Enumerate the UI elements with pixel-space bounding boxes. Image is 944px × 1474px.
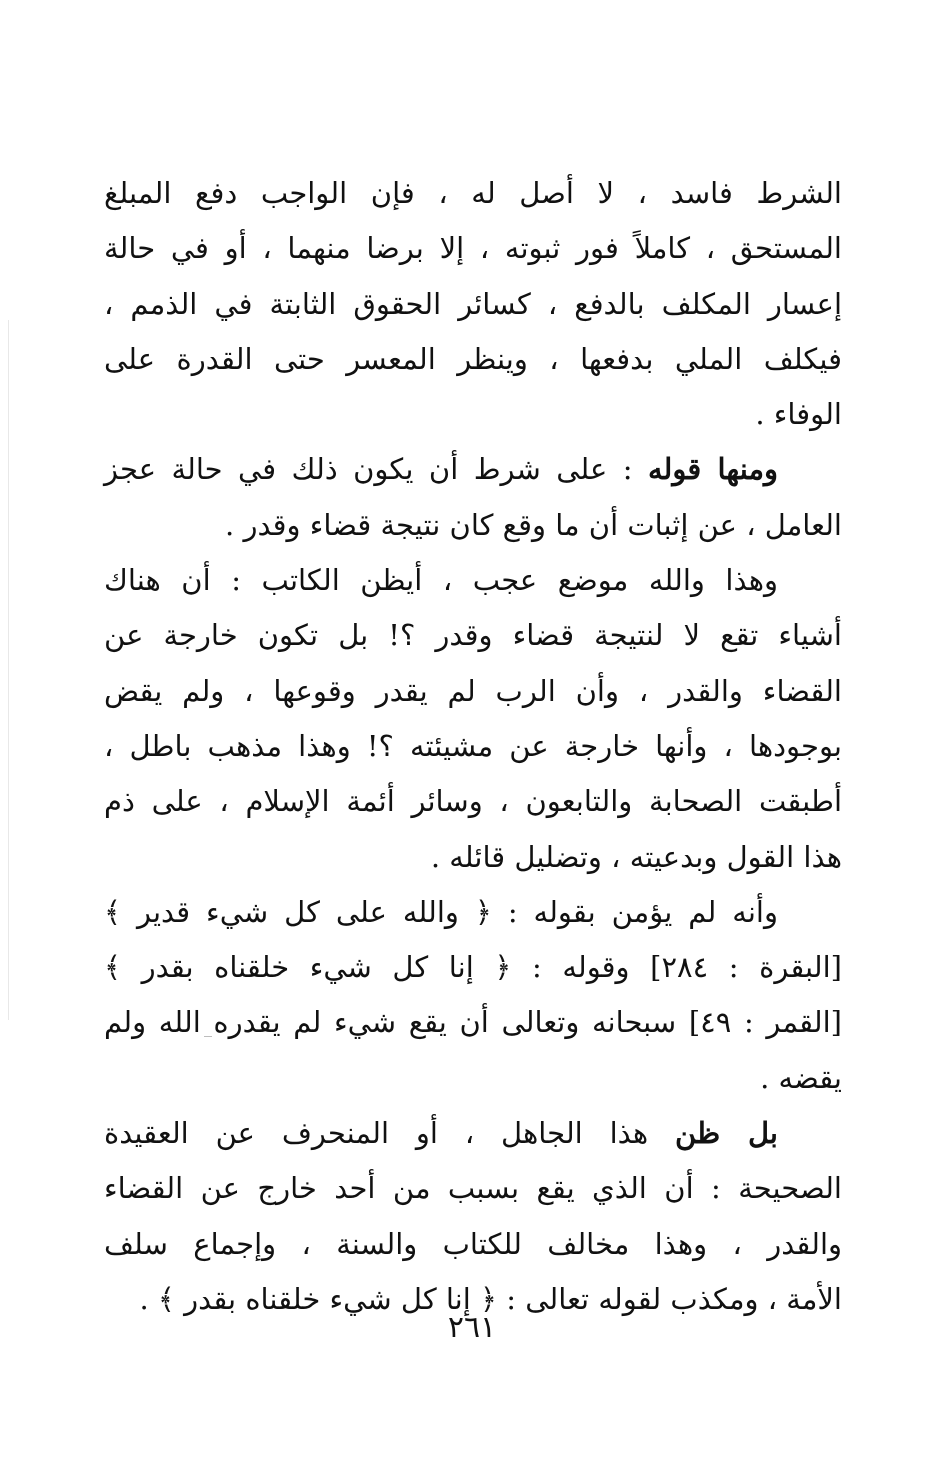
- text-segment: فيكلف الملي بدفعها ، وينظر المعسر حتى القدرة على: [104, 341, 842, 376]
- text-segment: أشياء تقع لا لنتيجة قضاء وقدر ؟! بل تكون خارجة عن: [104, 618, 842, 653]
- text-line: [104, 664, 842, 719]
- text-line: [104, 1161, 842, 1216]
- text-segment: والقدر ، وهذا مخالف للكتاب والسنة ، وإجماع سلف: [104, 1226, 842, 1261]
- text-line: [104, 940, 842, 995]
- text-line: [104, 1106, 842, 1161]
- text-segment: الأمة ، ومكذب لقوله تعالى : ﴿ إنا كل شيء خلقناه بقدر ﴾ .: [139, 1281, 842, 1316]
- text-line: [104, 608, 842, 663]
- text-line: [104, 277, 842, 332]
- text-segment: المستحق ، كاملاً فور ثبوته ، إلا برضا منهما ، أو في حالة: [104, 231, 842, 266]
- bold-lead-phrase: ومنها قوله: [647, 452, 778, 487]
- text-line: [104, 1217, 842, 1272]
- text-segment: إعسار المكلف بالدفع ، كسائر الحقوق الثابتة في الذمم ،: [104, 286, 842, 321]
- text-segment: الوفاء .: [755, 397, 842, 432]
- text-segment: بوجودها ، وأنها خارجة عن مشيئته ؟! وهذا مذهب باطل ،: [104, 728, 842, 763]
- body-text: [104, 166, 842, 1327]
- text-segment: الصحيحة : أن الذي يقع بسبب من أحد خارج عن القضاء: [104, 1171, 842, 1206]
- text-line: [104, 166, 842, 221]
- text-segment: وهذا والله موضع عجب ، أيظن الكاتب : أن هناك: [104, 563, 778, 598]
- text-segment: [البقرة : ٢٨٤] وقوله : ﴿ إنا كل شيء خلقناه بقدر ﴾: [104, 950, 842, 985]
- text-segment: القضاء والقدر ، وأن الرب لم يقدر وقوعها ، ولم يقض: [104, 673, 842, 708]
- text-line: [104, 553, 842, 608]
- text-segment: أطبقت الصحابة والتابعون ، وسائر أئمة الإسلام ، على ذم: [104, 784, 842, 819]
- text-line: [104, 719, 842, 774]
- text-segment: : على شرط أن يكون ذلك في حالة عجز: [104, 452, 648, 487]
- page-number: ٢٦١: [447, 1310, 497, 1345]
- text-segment: الشرط فاسد ، لا أصل له ، فإن الواجب دفع المبلغ: [104, 176, 842, 210]
- text-line: [104, 387, 842, 442]
- text-segment: وأنه لم يؤمن بقوله : ﴿ والله على كل شيء قدير ﴾: [104, 894, 778, 929]
- text-line: [104, 774, 842, 829]
- bold-lead-phrase: بل ظن: [675, 1116, 778, 1151]
- text-segment: العامل ، عن إثبات أن ما وقع كان نتيجة قضاء وقدر .: [225, 507, 842, 542]
- text-line: [104, 885, 842, 940]
- text-line: [104, 221, 842, 276]
- text-segment: هذا القول وبدعيته ، وتضليل قائله .: [430, 839, 842, 874]
- scan-margin-line: [8, 320, 9, 1020]
- text-segment: هذا الجاهل ، أو المنحرف عن العقيدة: [104, 1116, 676, 1151]
- text-line: [104, 995, 842, 1050]
- text-line: [104, 442, 842, 497]
- text-segment: يقضه .: [760, 1060, 842, 1095]
- text-line: [104, 1051, 842, 1106]
- text-segment: [القمر : ٤٩] سبحانه وتعالى أن يقع شيء لم يقدره الله ولم: [104, 1005, 842, 1040]
- text-line: [104, 498, 842, 553]
- text-line: [104, 332, 842, 387]
- text-line: [104, 830, 842, 885]
